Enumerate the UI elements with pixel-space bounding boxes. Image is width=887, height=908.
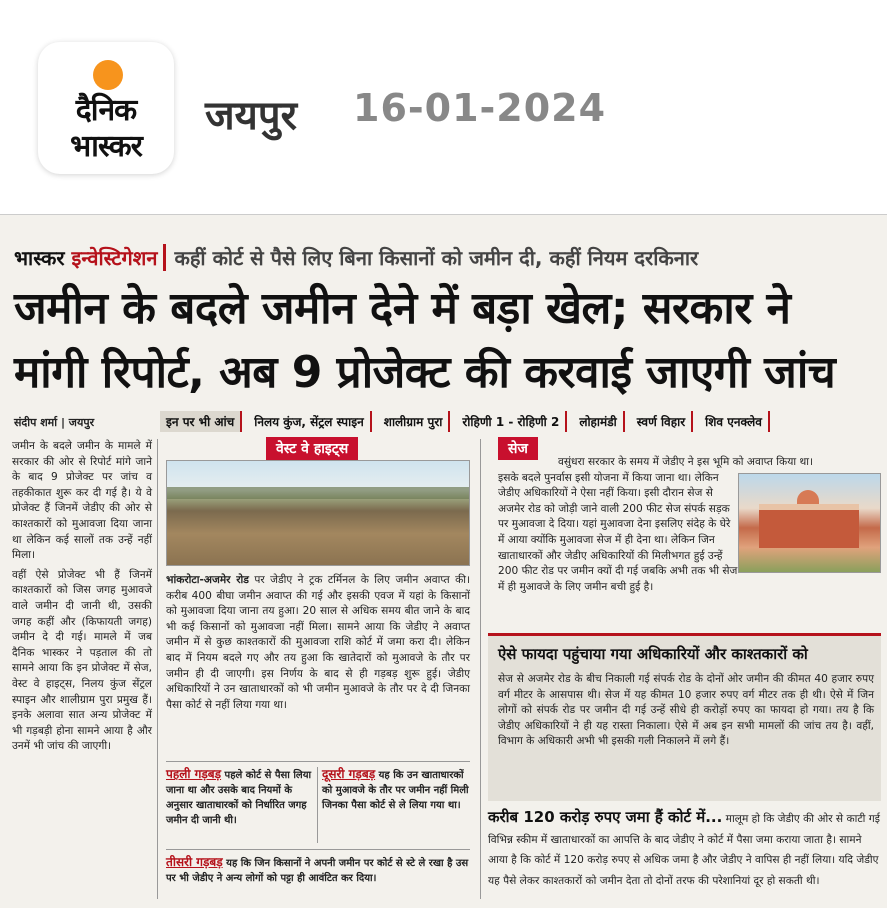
benefit-box-title: ऐसे फायदा पहुंचाया गया अधिकारियों और काश्तकारों को [498, 645, 808, 663]
middle-lead: भांकरोटा-अजमेर रोड [166, 574, 249, 586]
app-header [0, 0, 887, 205]
label-sez: सेज [498, 437, 538, 460]
middle-column-text [166, 573, 470, 713]
label-west-way-heights: वेस्ट वे हाइट्स [266, 437, 358, 460]
section-divider [166, 761, 470, 762]
second-irregularity-text: यह कि उन खाताधारकों को मुआवजे के तौर पर जमीन नहीं मिली जिनका पैसा कोर्ट से ले लिया गया था। [322, 770, 469, 811]
column-divider [480, 439, 481, 899]
left-paragraph-1: जमीन के बदले जमीन के मामले में सरकार की ओर से रिपोर्ट मांगे जाने के बाद 9 प्रोजेक्ट पर जांच व तहकीकात शुरू कर दी गई है। ये वे प्रोजेक्ट हैं जिनमें जेडीए की ओर से काश्तकारों को मुआवजा दिया जाना था लेकिन कई सालों तक उन्हें नहीं मिला। [12, 440, 152, 562]
first-irregularity [166, 767, 314, 828]
kicker [14, 237, 698, 277]
benefit-box [488, 633, 881, 801]
second-irregularity [322, 767, 470, 813]
right-lead: वसुंधरा सरकार के समय में जेडीए ने इस भूमि को अवाप्त किया था। [558, 456, 813, 468]
tag: इन पर भी आंच [160, 411, 242, 432]
logo-line-1: दैनिक [75, 93, 137, 128]
left-column [12, 439, 152, 759]
dainik-bhaskar-logo[interactable] [38, 42, 174, 174]
headline-line-2: मांगी रिपोर्ट, अब 9 प्रोजेक्ट की करवाई जाएगी जांच [14, 347, 836, 398]
second-irregularity-title: दूसरी गड़बड़ [322, 767, 376, 781]
third-irregularity-text: यह कि जिन किसानों ने अपनी जमीन पर कोर्ट से स्टे ले रखा है उस पर भी जेडीए ने अन्य लोगों को पट्टा ही आवंटित कर दिया। [166, 858, 469, 884]
tag: लोहामंडी [573, 411, 624, 432]
tag: शालीग्राम पुरा [378, 411, 451, 432]
jda-building-photo [738, 473, 881, 573]
third-irregularity-title: तीसरी गड़बड़ [166, 855, 223, 869]
third-irregularity [166, 855, 470, 886]
middle-body: पर जेडीए ने ट्रक टर्मिनल के लिए जमीन अवाप्त की। करीब 400 बीघा जमीन अवाप्त की गई और इसकी एवज में यहां के किसानों को मुआवजा दिया जाना तय हुआ। 20 साल से अधिक समय बीत जाने के बाद भी कई किसानों को मुआवजा नहीं मिला। सामने आया कि जेडीए ने अवाप्त जमीन में से कुछ काश्तकारों की मुआवजा राशि कोर्ट में जमा करा दी। लेकिन बाद में नियम बदले गए और तय हुआ कि खातेदारों को मुआवजे के तौर पर जमीन ही दी जाएगी। इस निर्णय के बाद से ही गड़बड़ शुरू हुई। जेडीए अधिकारियों ने उन खाताधारकों को भी जमीन मुआवजे के तौर पर दे दी जिनका पैसा कोर्ट से नहीं लिया गया था। [166, 574, 470, 711]
left-paragraph-2: वहीं ऐसे प्रोजेक्ट भी हैं जिनमें काश्तकारों को जिस जगह मुआवजे वाले जमीन दी जानी थी, उसकी जगह कहीं और (किफायती जगह) जमीन दे दी गई। मामले में जब दैनिक भास्कर ने पड़ताल की तो सामने आया कि इन प्रोजेक्ट में सेज, वेस्ट वे हाइट्स, निलय कुंज सेंट्रल स्पाइन और शालीग्राम पुरा प्रमुख हैं। इनके अलावा सात अन्य प्रोजेक्ट में भी गड़बड़ी होना सामने आया है और उनमें भी जांच की जाएगी। [12, 568, 152, 753]
court-deposit-title: करीब 120 करोड़ रुपए जमा हैं कोर्ट में... [488, 808, 723, 826]
headline-line-1: जमीन के बदले जमीन देने में बड़ा खेल; सरकार ने [14, 283, 791, 334]
court-deposit-text: मालूम हो कि जेडीए की ओर से काटी गई विभिन्न स्कीम में खाताधारकों का आपत्ति के बाद जेडीए ने कोर्ट में पैसा जमा कराया जाता है। सामने आया है कि कोर्ट में 120 करोड़ रुपए से अधिक जमा है और जेडीए ने वापिस ही नहीं लिया। यदि जेडीए यह पैसे लेकर काश्तकारों को जमीन देता तो दोनों तरफ की परेशानियां दूर हो सकती थी। [488, 813, 880, 887]
first-irregularity-text: पहले कोर्ट से पैसा लिया जाना था और उसके बाद नियमों के अनुसार खाताधारकों को निर्धारित जगह जमीन दी जानी थी। [166, 770, 312, 826]
related-tags [160, 411, 770, 432]
benefit-box-text: सेज से अजमेर रोड के बीच निकाली गई संपर्क रोड के दोनों ओर जमीन की कीमत 40 हजार रुपए वर्ग मीटर के आसपास थी। सेज में यह कीमत 10 हजार रुपए वर्ग मीटर तक ही थी। ऐसे में जिन लोगों को संपर्क रोड पर जमीन दी गई उन्हें सीधे ही करोड़ों रुपए का फायदा हो गया। तय है कि जेडीए अधिकारियों ने ही यह रास्ता निकाला। ऐसे में अब इन सभी मामलों की जांच तय है। वहीं, विभाग के अधिकारी अभी भी इसकी गली निकालने में लगे हैं। [498, 673, 874, 748]
edition-city: जयपुर [205, 93, 297, 139]
court-deposit-box [488, 807, 881, 903]
right-body: इसके बदले पुनर्वास इसी योजना में किया जाना था। लेकिन जेडीए अधिकारियों ने ऐसा नहीं किया। इसी दौरान सेज से अजमेर रोड को जोड़ी जाने वाली 200 फीट सेज संपर्क सड़क पर मुआवजा दे दिया। यहां मुआवजा देना इसलिए संदेह के घेरे में आया क्योंकि मुआवजा सेज में ही देना था। लेकिन जिन खाताधारकों और जेडीए अधिकारियों की मिलीभगत हुई उन्हें 200 फीट रोड पर जमीन क्यों दी गई जबकि अभी तक भी सेज में ही मुआवजे के लिए जमीन बची हुई है। [498, 471, 738, 593]
edition-date: 16-01-2024 [353, 86, 607, 130]
section-divider [166, 849, 470, 850]
tag: रोहिणी 1 - रोहिणी 2 [456, 411, 567, 432]
newspaper-clipping [0, 214, 887, 908]
first-irregularity-title: पहली गड़बड़ [166, 767, 222, 781]
byline: संदीप शर्मा | जयपुर [14, 416, 95, 429]
kicker-brand-black: भास्कर [14, 245, 65, 270]
tag: स्वर्ण विहार [631, 411, 693, 432]
tag: शिव एनक्लेव [699, 411, 770, 432]
kicker-brand [14, 244, 163, 271]
kicker-brand-red: इन्वेस्टिगेशन [71, 245, 158, 270]
tag: निलय कुंज, सेंट्रल स्पाइन [248, 411, 372, 432]
column-divider [157, 439, 158, 899]
construction-site-photo [166, 460, 470, 566]
sun-icon [93, 60, 123, 90]
logo-line-2: भास्कर [70, 129, 142, 164]
irregularity-divider [317, 767, 318, 843]
kicker-text: कहीं कोर्ट से पैसे लिए बिना किसानों को जमीन दी, कहीं नियम दरकिनार [163, 244, 698, 271]
